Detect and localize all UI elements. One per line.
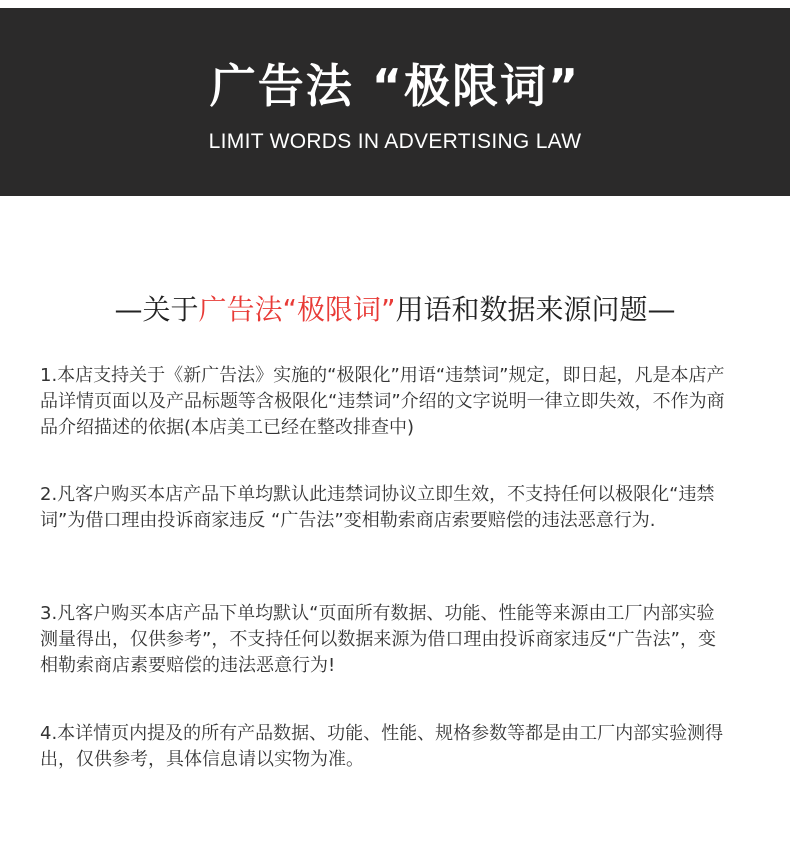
header-banner [0, 8, 790, 196]
heading-suffix: 用语和数据来源问题— [395, 293, 676, 326]
heading-highlight: 广告法“极限词” [198, 293, 396, 326]
notice-paragraph-3: 3.凡客户购买本店产品下单均默认“页面所有数据、功能、性能等来源由工厂内部实验测量得出，仅供参考”，不支持任何以数据来源为借口理由投诉商家违反“广告法”，变相勒索商店素要赔偿的违法恶意行为! [40, 603, 716, 676]
banner-subtitle: LIMIT WORDS IN ADVERTISING LAW [208, 130, 582, 153]
notice-paragraph-1: 1.本店支持关于《新广告法》实施的“极限化”用语“违禁词”规定，即日起，凡是本店产品详情页面以及产品标题等含极限化“违禁词”介绍的文字说明一律立即失效，不作为商品介绍描述的依据(本店美工已经在整改排查中) [40, 365, 725, 438]
notice-paragraph-4: 4.本详情页内提及的所有产品数据、功能、性能、规格参数等都是由工厂内部实验测得出，仅供参考，具体信息请以实物为准。 [40, 723, 724, 770]
banner-title: 广告法 “极限词” [209, 59, 581, 113]
section-heading [0, 288, 790, 328]
heading-prefix: —关于 [114, 293, 199, 326]
notice-paragraph-2: 2.凡客户购买本店产品下单均默认此违禁词协议立即生效，不支持任何以极限化“违禁词”为借口理由投诉商家违反 “广告法”变相勒索商店索要赔偿的违法恶意行为. [40, 484, 715, 531]
